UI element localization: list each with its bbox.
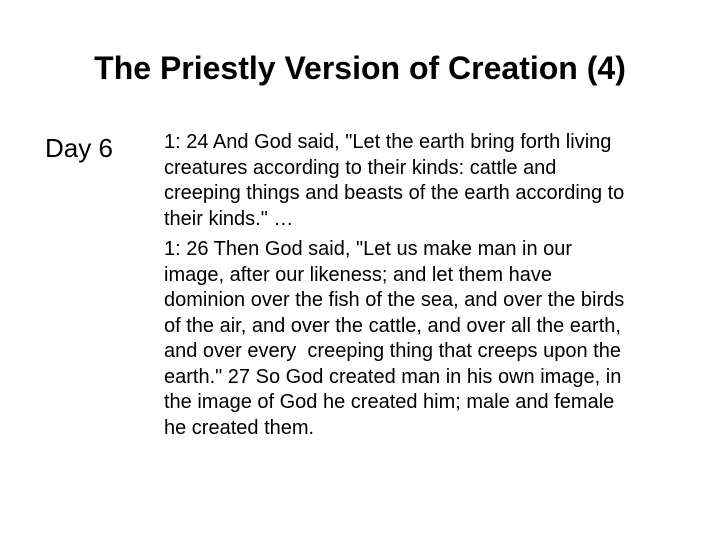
verse-line: creatures according to their kinds: cattle and [164, 156, 557, 179]
verse-line: 1: 24 And God said, "Let the earth bring forth living [164, 131, 612, 153]
verse-line: their kinds." … [164, 207, 294, 230]
day-label: Day 6 [45, 133, 113, 163]
verse-line: he created them. [164, 416, 315, 439]
verse-line: creeping things and beasts of the earth according to [164, 182, 625, 204]
verse-line: and over every creeping thing that creeps upon the [164, 340, 621, 362]
verse-line: the image of God he created him; male and female [164, 391, 615, 413]
verse-line: image, after our likeness; and let them have [164, 263, 552, 286]
verse-line: of the air, and over the cattle, and over all the earth, [164, 314, 621, 337]
body-text [164, 130, 684, 441]
verse-1-24 [164, 130, 684, 232]
verse-1-26-27 [164, 237, 684, 441]
slide-title: The Priestly Version of Creation (4) [94, 50, 626, 86]
verse-line: earth." 27 So God created man in his own image, in [164, 365, 622, 388]
verse-line: 1: 26 Then God said, "Let us make man in our [164, 238, 573, 260]
verse-line: dominion over the fish of the sea, and over the birds [164, 289, 625, 311]
